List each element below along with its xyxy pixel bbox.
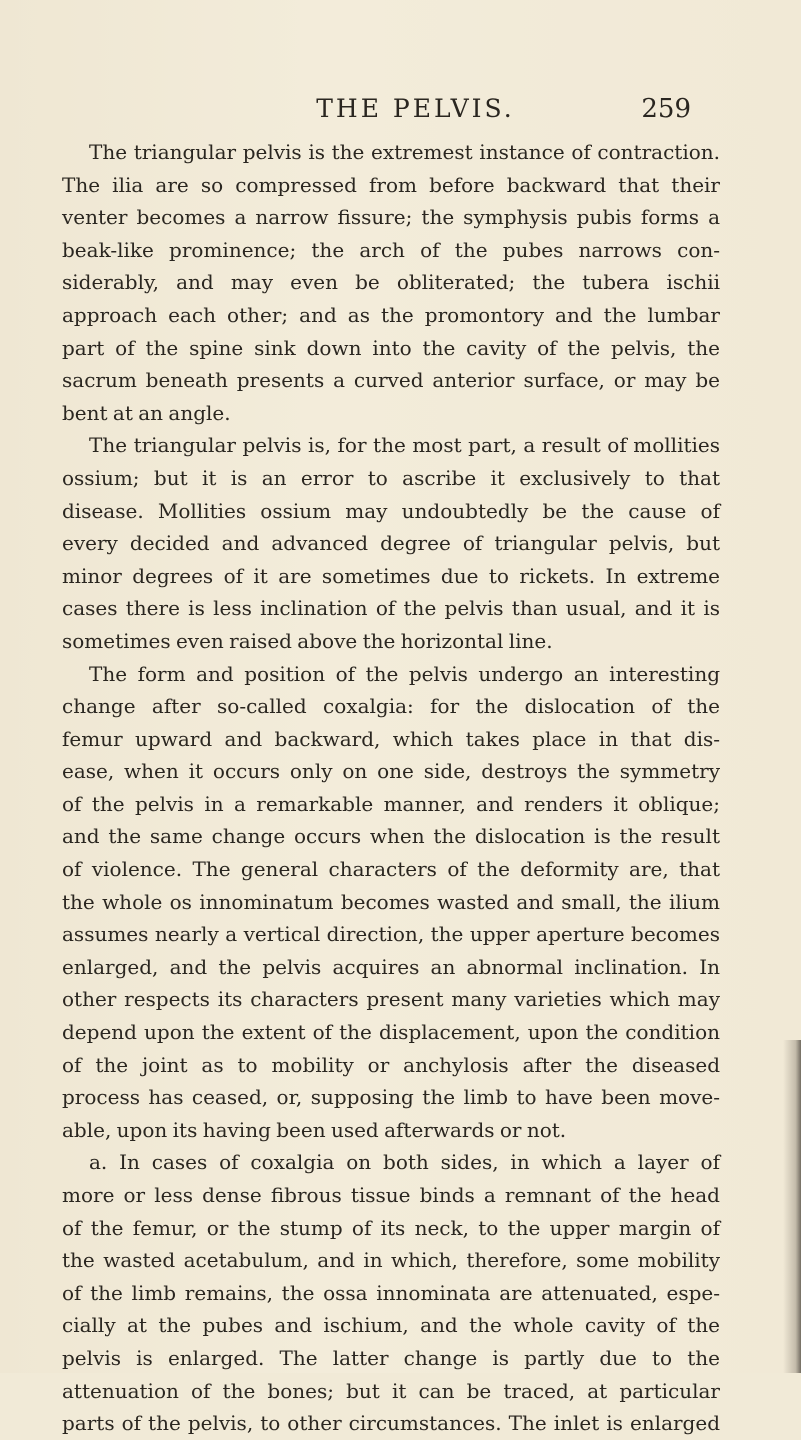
text-line: of the joint as to mobility or anchylosis after the diseased	[62, 1052, 720, 1077]
text-line: pelvis is enlarged. The latter change is partly due to the	[62, 1345, 720, 1370]
page-number: 259	[641, 94, 691, 124]
text-line: venter becomes a narrow fissure; the symphysis pubis forms a	[62, 205, 720, 230]
text-line: siderably, and may even be obliterated; the tubera ischii	[62, 270, 720, 295]
text-line: of the femur, or the stump of its neck, to the upper margin of	[62, 1215, 720, 1240]
text-line: The triangular pelvis is the extremest instance of contraction.	[89, 140, 720, 164]
text-line: the wasted acetabulum, and in which, therefore, some mobility	[62, 1248, 720, 1273]
text-line: bent at an angle.	[62, 400, 231, 425]
text-line: and the same change occurs when the dislocation is the result	[62, 824, 720, 849]
text-line: The form and position of the pelvis undergo an interesting	[89, 661, 720, 686]
text-line: ossium; but it is an error to ascribe it exclusively to that	[62, 465, 720, 490]
text-line: The triangular pelvis is, for the most part, a result of mollities	[89, 433, 720, 458]
text-line: disease. Mollities ossium may undoubtedly be the cause of	[62, 498, 720, 523]
text-line: approach each other; and as the promontory and the lumbar	[62, 302, 720, 327]
text-line: attenuation of the bones; but it can be traced, at particular	[62, 1378, 720, 1403]
text-line: able, upon its having been used afterwards or not.	[62, 1117, 567, 1142]
text-line: more or less dense fibrous tissue binds a remnant of the head	[62, 1183, 720, 1207]
text-line: change after so-called coxalgia: for the dislocation of the	[62, 694, 720, 719]
text-line: beak-like prominence; the arch of the pubes narrows con-	[62, 237, 720, 262]
text-line: sometimes even raised above the horizontal line.	[62, 628, 553, 653]
running-head: THE PELVIS.	[316, 94, 515, 123]
text-line: every decided and advanced degree of triangular pelvis, but	[62, 531, 720, 556]
text-line: the whole os innominatum becomes wasted and small, the ilium	[62, 889, 720, 914]
text-line: minor degrees of it are sometimes due to rickets. In extreme	[62, 563, 720, 588]
text-line: ease, when it occurs only on one side, destroys the symmetry	[62, 759, 720, 784]
text-line: cases there is less inclination of the pelvis than usual, and it is	[62, 596, 720, 621]
text-line: depend upon the extent of the displacement, upon the condition	[62, 1020, 720, 1045]
text-line: enlarged, and the pelvis acquires an abnormal inclination. In	[62, 954, 720, 979]
text-line: The ilia are so compressed from before backward that their	[62, 172, 720, 197]
text-line: assumes nearly a vertical direction, the upper aperture becomes	[62, 922, 720, 947]
text-line: femur upward and backward, which takes place in that dis-	[62, 726, 720, 751]
text-line: cially at the pubes and ischium, and the whole cavity of the	[62, 1313, 720, 1338]
page-edge-shadow	[783, 1040, 801, 1373]
text-line: other respects its characters present many varieties which may	[62, 987, 720, 1012]
text-line: sacrum beneath presents a curved anterior surface, or may be	[62, 368, 720, 393]
text-line: part of the spine sink down into the cavity of the pelvis, the	[62, 335, 720, 360]
body-text	[62, 136, 720, 1440]
text-line: parts of the pelvis, to other circumstances. The inlet is enlarged	[62, 1411, 720, 1436]
text-line: of the limb remains, the ossa innominata are attenuated, espe-	[62, 1280, 720, 1305]
text-line: process has ceased, or, supposing the limb to have been move-	[62, 1085, 720, 1110]
text-line: of the pelvis in a remarkable manner, and renders it oblique;	[62, 791, 720, 816]
page-header	[0, 94, 801, 134]
text-line: a. In cases of coxalgia on both sides, in which a layer of	[89, 1150, 720, 1175]
text-line: of violence. The general characters of the deformity are, that	[62, 857, 720, 882]
